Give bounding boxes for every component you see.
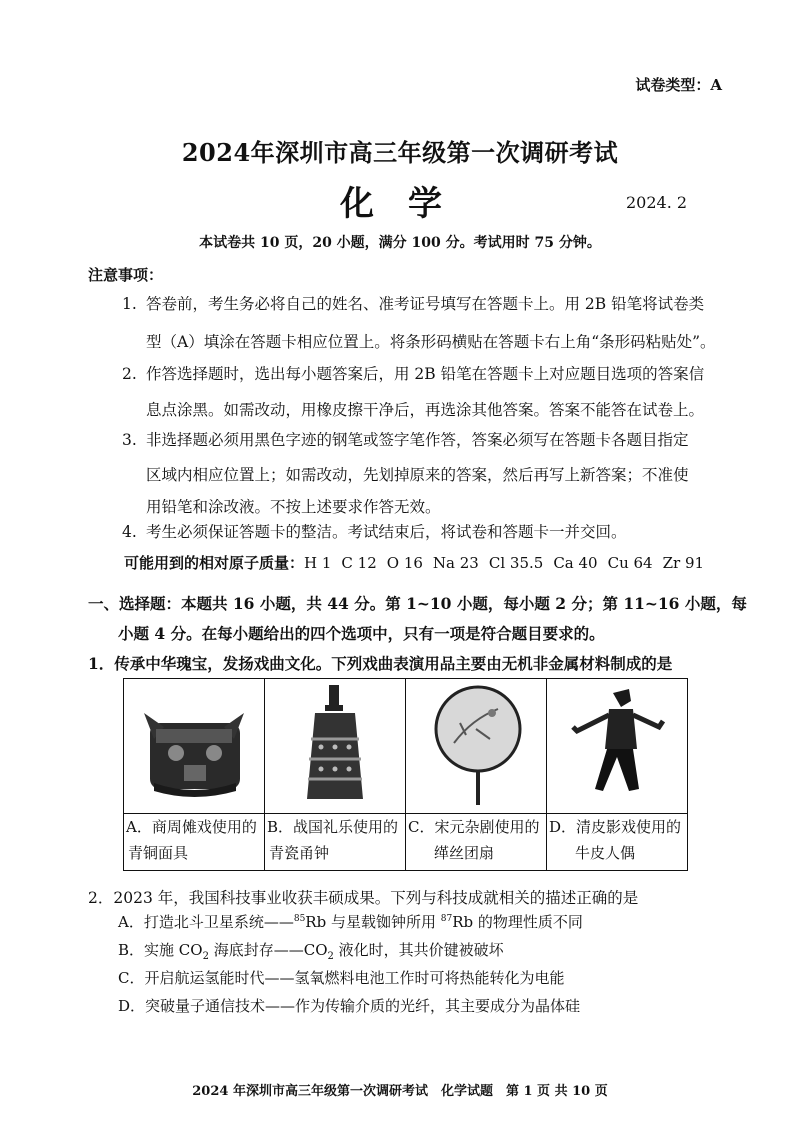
note-text-continued: 区域内相应位置上；如需改动，先划掉原来的答案，然后再写上新答案；不准使 xyxy=(146,466,689,484)
note-text-continued: 型（A）填涂在答题卡相应位置上。将条形码横贴在答题卡右上角“条形码粘贴处”。 xyxy=(146,333,716,351)
option-a-line1: A．商周傩戏使用的 xyxy=(126,818,257,836)
mass-value: Zr 91 xyxy=(662,554,705,572)
option-d-image-cell xyxy=(547,679,688,814)
option-b-image-cell xyxy=(265,679,406,814)
option-text: 液化时，其共价键被破坏 xyxy=(333,941,504,959)
exam-info: 本试卷共 10 页，20 小题，满分 100 分。考试用时 75 分钟。 xyxy=(199,235,601,251)
option-text: 海底封存——CO xyxy=(208,941,328,959)
note-number: 4. xyxy=(122,523,137,541)
note-item-4 xyxy=(122,514,627,550)
option-a-line2: 青铜面具 xyxy=(128,844,189,862)
paper-type-label: 试卷类型：A xyxy=(635,76,722,94)
subject-title: 化学 xyxy=(340,184,476,224)
mass-value: Na 23 xyxy=(432,554,479,572)
round-fan-icon xyxy=(406,679,546,809)
question-2-option-b xyxy=(118,939,504,962)
subscript: 2 xyxy=(327,951,334,962)
note-text-continued: 息点涂黑。如需改动，用橡皮擦干净后，再选涂其他答案。答案不能答在试卷上。 xyxy=(146,401,705,419)
note-text-continued: 用铅笔和涂改液。不按上述要求作答无效。 xyxy=(146,498,441,516)
mass-value: C 12 xyxy=(341,554,377,572)
page-footer: 2024 年深圳市高三年级第一次调研考试 化学试题 第 1 页 共 10 页 xyxy=(192,1084,608,1099)
option-c-line2: 缂丝团扇 xyxy=(434,844,495,862)
note-number: 1. xyxy=(122,295,137,313)
note-number: 2. xyxy=(122,365,137,383)
option-b-caption xyxy=(265,814,406,871)
mass-value: H 1 xyxy=(304,554,332,572)
option-d-line1: D．清皮影戏使用的 xyxy=(549,818,682,836)
option-b-line2: 青瓷甬钟 xyxy=(269,844,330,862)
option-c-caption xyxy=(406,814,547,871)
notes-title: 注意事项： xyxy=(88,266,164,284)
bell-icon xyxy=(265,679,405,809)
note-item-2 xyxy=(122,356,704,392)
atomic-masses xyxy=(124,552,714,573)
subscript: 2 xyxy=(202,951,209,962)
section-heading-continued: 小题 4 分。在每小题给出的四个选项中，只有一项是符合题目要求的。 xyxy=(118,624,605,643)
option-c-line1: C．宋元杂剧使用的 xyxy=(408,818,540,836)
option-text: A．打造北斗卫星系统—— xyxy=(118,913,294,931)
question-2-option-d: D．突破量子通信技术——作为传输介质的光纤，其主要成分为晶体硅 xyxy=(118,997,581,1015)
note-number: 3. xyxy=(122,431,137,449)
question-2-option-a xyxy=(118,911,583,932)
shadow-puppet-icon xyxy=(547,679,687,809)
option-d-caption xyxy=(547,814,688,871)
mass-value: O 16 xyxy=(386,554,423,572)
option-text: Rb 的物理性质不同 xyxy=(452,913,583,931)
note-item-3 xyxy=(122,422,689,458)
mass-value: Cu 64 xyxy=(607,554,653,572)
mass-number: 85 xyxy=(293,914,306,924)
note-text: 非选择题必须用黑色字迹的钢笔或签字笔作答，答案必须写在答题卡各题目指定 xyxy=(146,431,689,449)
note-item-1 xyxy=(122,286,704,322)
option-a-image-cell xyxy=(124,679,265,814)
note-text: 作答选择题时，选出每小题答案后，用 2B 铅笔在答题卡上对应题目选项的答案信 xyxy=(146,365,705,383)
mass-value: Cl 35.5 xyxy=(488,554,544,572)
note-text: 考生必须保证答题卡的整洁。考试结束后，将试卷和答题卡一并交回。 xyxy=(146,523,627,541)
mass-number: 87 xyxy=(440,914,453,924)
mass-value: Ca 40 xyxy=(553,554,598,572)
option-text: Rb 与星载铷钟所用 xyxy=(305,913,441,931)
option-text: B．实施 CO xyxy=(118,941,203,959)
question-1-options-table xyxy=(123,678,688,871)
option-b-line1: B．战国礼乐使用的 xyxy=(267,818,399,836)
option-d-line2: 牛皮人偶 xyxy=(575,844,636,862)
question-2-stem: 2．2023 年，我国科技事业收获丰硕成果。下列与科技成就相关的描述正确的是 xyxy=(88,889,639,907)
masses-label: 可能用到的相对原子质量： xyxy=(124,554,305,572)
exam-date: 2024. 2 xyxy=(626,193,688,212)
option-a-caption xyxy=(124,814,265,871)
question-1-stem: 1．传承中华瑰宝，发扬戏曲文化。下列戏曲表演用品主要由无机非金属材料制成的是 xyxy=(88,654,673,673)
exam-title: 2024年深圳市高三年级第一次调研考试 xyxy=(181,138,619,167)
option-c-image-cell xyxy=(406,679,547,814)
question-2-option-c: C．开启航运氢能时代——氢氧燃料电池工作时可将热能转化为电能 xyxy=(118,969,565,987)
bronze-mask-icon xyxy=(124,679,264,809)
note-text: 答卷前，考生务必将自己的姓名、准考证号填写在答题卡上。用 2B 铅笔将试卷类 xyxy=(146,295,705,313)
section-heading: 一、选择题：本题共 16 小题，共 44 分。第 1~10 小题，每小题 2 分；第 11~16 小题，每 xyxy=(88,594,747,613)
